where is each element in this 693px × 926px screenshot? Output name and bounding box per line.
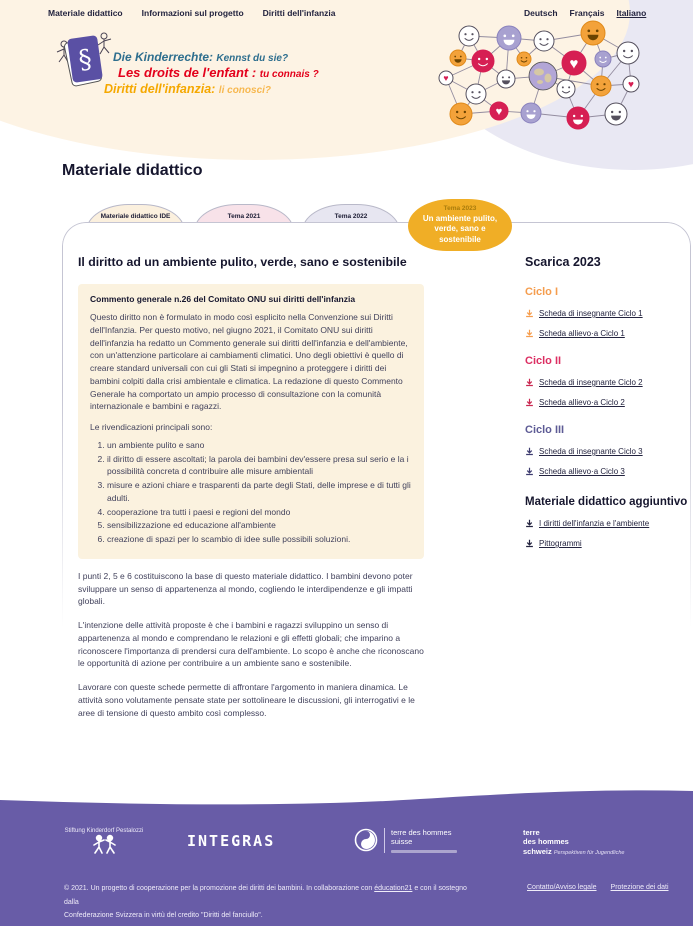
nav-item-informazioni[interactable]: Informazioni sul progetto: [141, 8, 244, 18]
education21-link[interactable]: éducation21: [374, 885, 413, 892]
footer-link-contatto[interactable]: Contatto/Avviso legale: [527, 884, 597, 891]
brand-line-fr: Les droits de l'enfant : tu connais ?: [118, 65, 319, 80]
article-paragraph: L'intenzione delle attività proposte è che i bambini e ragazzi sviluppino un senso di appartenenza al mondo e comprendano le relazioni e gli effetti globali; che imparino a riconoscere l'importanza di prendersi cura dell'ambiente. Lo scopo è anche che riconoscano le opportunità di azione per contribuire a un ambiente sano e sostenibile.: [78, 620, 424, 669]
top-navigation: [48, 8, 336, 18]
brand-line-de: Die Kinderrechte: Kennst du sie?: [113, 50, 289, 64]
pestalozzi-figures-icon: [89, 834, 119, 854]
site-footer: [0, 786, 693, 926]
sidebar-section-aggiuntivo: [525, 496, 693, 548]
infobox-intro: Questo diritto non è formulato in modo così esplicito nella Convenzione sui Diritti dell'Infanzia. Per questo motivo, nel giugno 2021, il Comitato ONU sui diritti dell'infanzia ha redatto un Commento generale sui diritti dell'infanzia e dell'ambiente, con un'attenzione particolare ai cambiamenti climatici. Uno degli obiettivi è quello di creare standard universali con cui gli Stati si impegnino a proteggere i diritti dei bambini colpiti dalla crisi ambientale e climatica. La redazione di questo Commento Generale ha comportato un ampio processo di consultazione con la comunità internazionale e bambini e ragazzi.: [90, 312, 408, 412]
svg-text:♥: ♥: [628, 79, 634, 91]
infobox-title: Commento generale n.26 del Comitato ONU sui diritti dell'infanzia: [90, 294, 356, 304]
svg-text:♥: ♥: [495, 106, 503, 119]
download-link-diritti-ambiente[interactable]: I diritti dell'infanzia e l'ambiente: [525, 519, 693, 528]
download-link-allievo-ciclo-2[interactable]: Scheda allievo·a Ciclo 2: [525, 398, 693, 407]
article-paragraph: Lavorare con queste schede permette di affrontare l'argomento in maniera dinamica. Le attività sono volutamente pensate state per sottolineare le discussioni, gli interrogativi e le aree di tensione di questo ambito così complesso.: [78, 682, 415, 718]
download-icon: [525, 398, 534, 407]
download-icon: [525, 539, 534, 548]
extra-title: Materiale didattico aggiuntivo: [525, 496, 688, 508]
language-switcher: [524, 8, 646, 18]
nav-item-diritti[interactable]: Diritti dell'infanzia: [262, 8, 336, 18]
download-link-pittogrammi[interactable]: Pittogrammi: [525, 539, 693, 548]
network-illustration: [438, 16, 650, 148]
claims-list-item: 3. misure e azioni chiare e trasparenti da parte degli Stati, delle imprese e di tutti gli adulti.: [107, 479, 412, 505]
claims-list: [90, 439, 412, 546]
nav-item-materiale-didattico[interactable]: Materiale didattico: [48, 8, 123, 18]
download-icon: [525, 467, 534, 476]
lang-deutsch[interactable]: Deutsch: [524, 8, 558, 18]
download-icon: [525, 329, 534, 338]
ciclo-3-title: Ciclo III: [525, 424, 565, 436]
page-title: Materiale didattico: [62, 162, 203, 179]
article-column: [78, 255, 424, 719]
download-link-insegnante-ciclo-1[interactable]: Scheda di insegnante Ciclo 1: [525, 309, 693, 318]
ciclo-2-title: Ciclo II: [525, 355, 562, 367]
download-icon: [525, 309, 534, 318]
general-comment-infobox: [78, 284, 424, 559]
lang-italiano[interactable]: Italiano: [616, 8, 647, 18]
tab-tema-2021[interactable]: Tema 2021: [194, 204, 294, 240]
claims-list-item: 2. il diritto di essere ascoltati; la parola dei bambini dev'essere presa sul serio e la i possibilità concreta d contribuire alle misure ambientali: [107, 453, 412, 479]
svg-text:♥: ♥: [569, 55, 579, 73]
ciclo-1-title: Ciclo I: [525, 286, 559, 298]
svg-text:♥: ♥: [443, 73, 449, 84]
logo-integras[interactable]: INTEGRAS: [187, 832, 276, 850]
tab-materiale-didattico-ide[interactable]: Materiale didattico IDE: [86, 204, 185, 240]
logo-kinderdorf-pestalozzi[interactable]: Stiftung Kinderdorf Pestalozzi: [62, 828, 146, 859]
sidebar-title: Scarica 2023: [525, 255, 601, 269]
sidebar-section-ciclo-1: [525, 286, 693, 338]
footer-copyright: © 2021. Un progetto di cooperazione per la promozione dei diritti dei bambini. In collaborazione con éducation21 e con il sostegno dalla Confederazione Svizzera in virtù del credito "Diritti del fanciullo".: [64, 885, 467, 920]
sidebar-section-ciclo-3: [525, 424, 693, 476]
tdh-suisse-caption-bar: [391, 850, 457, 853]
logo-terre-des-hommes-suisse[interactable]: terre des hommes suisse: [354, 828, 457, 853]
download-link-allievo-ciclo-3[interactable]: Scheda allievo·a Ciclo 3: [525, 467, 693, 476]
download-icon: [525, 519, 534, 528]
article-paragraph: I punti 2, 5 e 6 costituiscono la base di questo materiale didattico. I bambini devono poter sviluppare un senso di appartenenza al mondo, cogliendo le interdipendenze e gli impatti globali.: [78, 570, 413, 607]
download-link-allievo-ciclo-1[interactable]: Scheda allievo·a Ciclo 1: [525, 329, 693, 338]
download-link-insegnante-ciclo-3[interactable]: Scheda di insegnante Ciclo 3: [525, 447, 693, 456]
tab-tema-2022[interactable]: Tema 2022: [302, 204, 400, 240]
content-panel: [62, 222, 691, 786]
logo-terre-des-hommes-schweiz[interactable]: terre des hommes schweiz Perspektiven für Jugendliche: [523, 828, 625, 856]
svg-text:§: §: [76, 44, 94, 76]
download-icon: [525, 447, 534, 456]
claims-list-item: 5. sensibilizzazione ed educazione all'ambiente: [107, 519, 412, 532]
footer-links: [527, 884, 669, 891]
sidebar-section-ciclo-2: [525, 355, 693, 407]
download-icon: [525, 378, 534, 387]
article-heading: Il diritto ad un ambiente pulito, verde, sano e sostenibile: [78, 255, 407, 269]
tab-tema-2023[interactable]: Tema 2023 Un ambiente pulito, verde, sano e sostenibile: [408, 199, 512, 251]
download-sidebar: [525, 255, 693, 548]
tdh-schweiz-caption: Perspektiven für Jugendliche: [553, 849, 625, 856]
claims-list-item: 6. creazione di spazi per lo scambio di idee sulle possibili soluzioni.: [107, 533, 412, 546]
lang-francais[interactable]: Français: [569, 8, 605, 18]
claims-list-item: 1. un ambiente pulito e sano: [107, 439, 412, 452]
download-link-insegnante-ciclo-2[interactable]: Scheda di insegnante Ciclo 2: [525, 378, 693, 387]
claims-list-item: 4. cooperazione tra tutti i paesi e regioni del mondo: [107, 506, 412, 519]
tdh-suisse-icon: [354, 828, 378, 852]
footer-link-protezione[interactable]: Protezione dei dati: [610, 884, 669, 891]
infobox-list-label: Le rivendicazioni principali sono:: [90, 422, 213, 432]
brand-line-it: Diritti dell'infanzia: li conosci?: [104, 82, 272, 96]
